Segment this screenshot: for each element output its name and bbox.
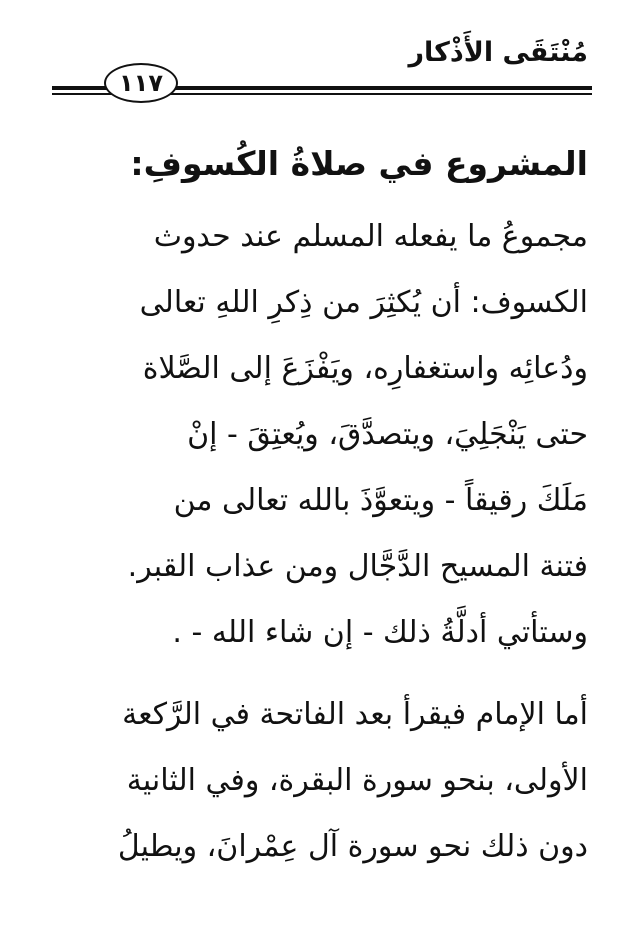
text-line: أما الإمام فيقرأ بعد الفاتحة في الرَّكعة <box>122 697 588 732</box>
paragraph-2 <box>43 682 588 880</box>
text-line: مَلَكَ رقيقاً - ويتعوَّذَ بالله تعالى من <box>173 483 588 518</box>
text-line: الكسوف: أن يُكثِرَ من ذِكرِ اللهِ تعالى <box>139 285 588 320</box>
text-line: الأولى، بنحو سورة البقرة، وفي الثانية <box>126 763 588 798</box>
text-line: فتنة المسيح الدَّجَّال ومن عذاب القبر. <box>127 549 588 584</box>
page-number-badge <box>104 63 178 103</box>
paragraph-1 <box>43 204 588 666</box>
text-line: ودُعائِه واستغفارِه، ويَفْزَعَ إلى الصَّلاة <box>142 351 588 386</box>
text-line: حتى يَنْجَلِيَ، ويتصدَّقَ، ويُعتِقَ - إنْ <box>187 417 588 452</box>
text-line: دون ذلك نحو سورة آل عِمْرانَ، ويطيلُ <box>117 829 588 864</box>
text-line: وستأتي أدلَّةُ ذلك - إن شاء الله - . <box>172 615 588 650</box>
page-number: ١١٧ <box>119 69 163 97</box>
text-line: مجموعُ ما يفعله المسلم عند حدوث <box>153 219 588 254</box>
running-head-title: مُنْتَقَى الأَذْكار <box>408 37 588 68</box>
section-heading: المشروع في صلاةُ الكُسوفِ: <box>130 144 588 183</box>
